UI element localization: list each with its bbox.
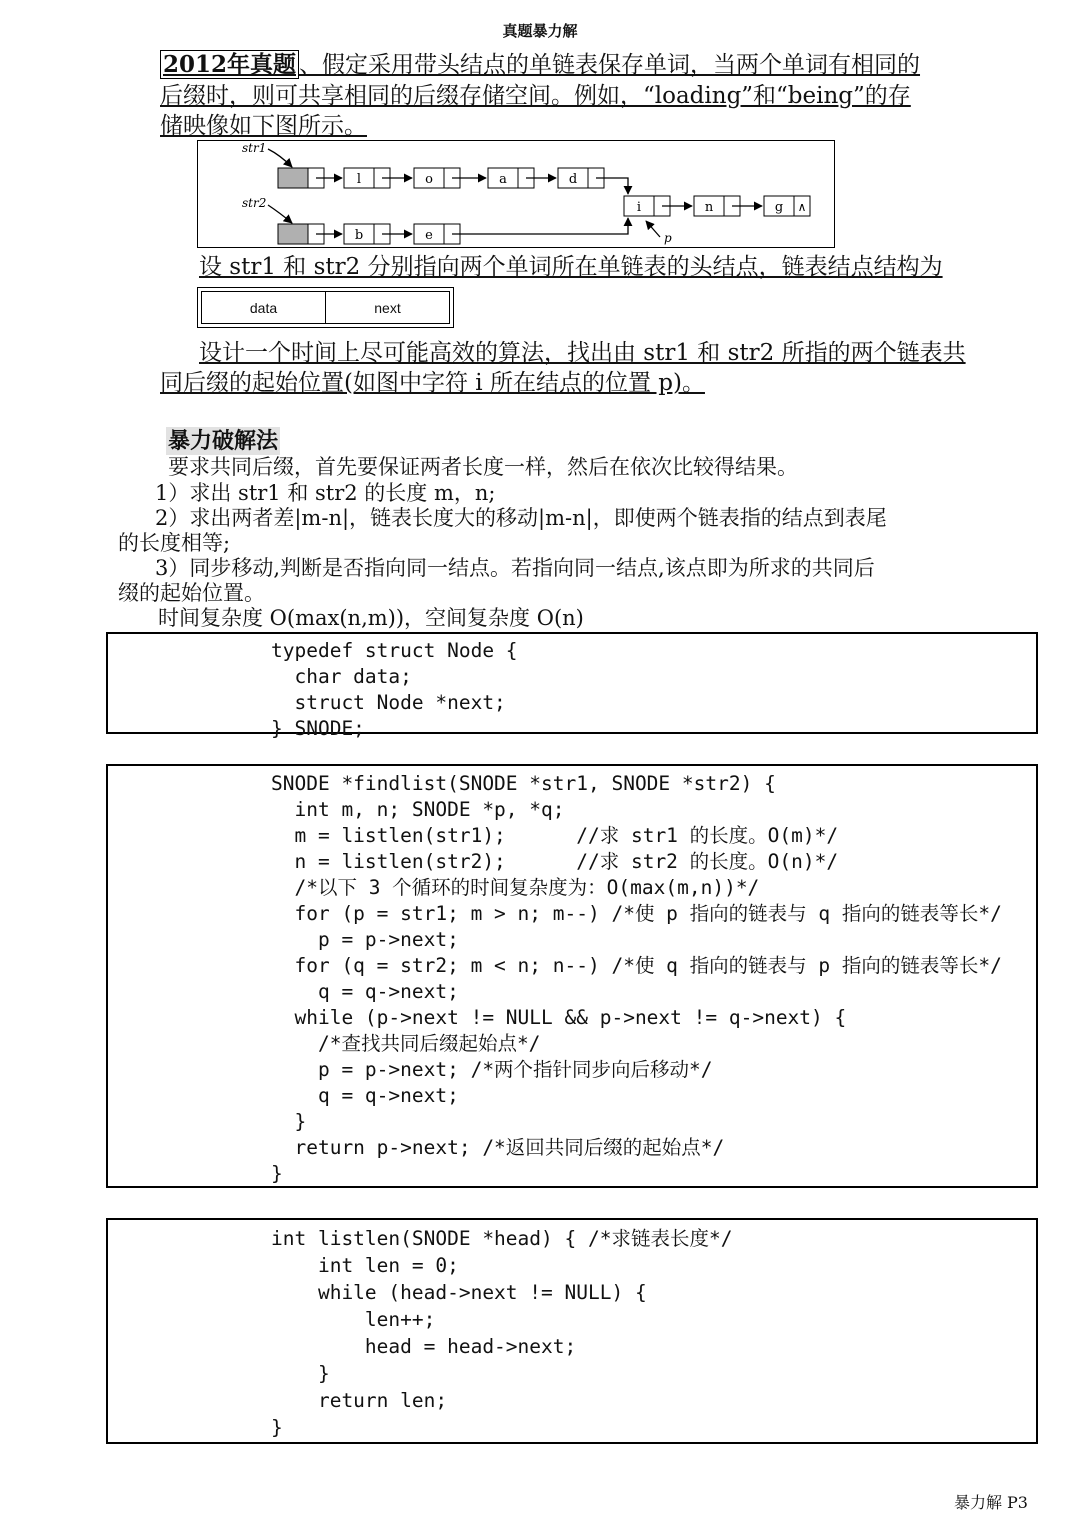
node-char: d [568,172,578,187]
method-line-4: 的长度相等; [118,531,231,555]
link-e-to-i [452,218,628,234]
code-findlist-text: SNODE *findlist(SNODE *str1, SNODE *str2) { int m, n; SNODE *p, *q; m = listlen(str1); //求 str1 的长度。O(m)*/ n = listlen(str2); //求 str2 的长度。O(n)*/ /*以下 3 个循环的时间复杂度为：O(max(m,n))*/ for (p = str1; m > n; m--) /*使 p 指向的链表与 q 指向的链表等长*/ p = p->next; for (q = str2; m < n; n--) /*使 q 指向的链表与 p 指向的链表等长*/ q = q->next; while (p->next != NULL && p->next != q->next) { /*查找共同后缀起始点*/ p = p->next; /*两个指针同步向后移动*/ q = q->next; } return p->next; /*返回共同后缀的起始点*/ } [271,772,1002,1185]
question-year-label: 2012年真题 [160,50,299,79]
section-title-brute-force: 暴力破解法 [168,428,279,454]
node-char: a [499,172,507,187]
question-line-3: 储映像如下图所示。 [160,113,367,139]
method-line-3: 2）求出两者差|m-n|，链表长度大的移动|m-n|，即使两个链表指的结点到表尾 [155,506,887,530]
null-mark: ∧ [797,200,807,214]
task-line-2: 同后缀的起始位置(如图中字符 i 所在结点的位置 p)。 [160,370,705,396]
page-footer: 暴力解 P3 [953,1493,1028,1512]
str1-pointer-arrow [268,149,292,167]
question-line-1 [160,50,920,80]
code-block-findlist [106,764,1038,1188]
method-line-5: 3）同步移动,判断是否指向同一结点。若指向同一结点,该点即为所求的共同后 [155,556,875,580]
node-field-data: data [249,299,278,316]
p-pointer-arrow [646,221,660,237]
node-char: n [704,200,714,215]
node-char: g [774,200,784,215]
method-line-1: 要求共同后缀，首先要保证两者长度一样，然后在依次比较得结果。 [168,455,798,479]
node-char: l [356,172,362,187]
label-str1: str1 [242,141,267,155]
code-struct-text: typedef struct Node { char data; struct Node *next; } SNODE; [271,639,518,740]
method-line-2: 1）求出 str1 和 str2 的长度 m，n; [155,481,496,505]
question-line-2: 后缀时，则可共享相同的后缀存储空间。例如，“loading”和“being”的存 [160,83,911,109]
page-header-title: 真题暴力解 [502,22,578,40]
linked-list-svg [198,141,834,247]
label-p: p [664,231,672,245]
after-diagram-line: 设 str1 和 str2 分别指向两个单词所在单链表的头结点，链表结点结构为 [199,254,943,280]
node-field-next: next [325,292,449,323]
node-char: i [636,200,642,215]
node-structure-box [197,287,454,328]
method-line-6: 缀的起始位置。 [118,581,265,605]
code-listlen-text: int listlen(SNODE *head) { /*求链表长度*/ int len = 0; while (head->next != NULL) { len++; head = head->next; } return len; } [271,1227,733,1439]
shared-node-g [764,196,810,216]
code-block-listlen [106,1218,1038,1444]
str2-pointer-arrow [268,205,292,223]
node-char: b [354,228,364,243]
node-char: o [425,172,433,187]
method-line-7: 时间复杂度 O(max(n,m))，空间复杂度 O(n) [158,606,584,630]
code-block-struct [106,632,1038,740]
node-char: e [425,228,433,243]
question-intro-text-1: 、假定采用带头结点的单链表保存单词，当两个单词有相同的 [299,52,921,78]
linked-list-diagram [197,140,835,248]
label-str2: str2 [242,196,267,210]
task-line-1: 设计一个时间上尽可能高效的算法，找出由 str1 和 str2 所指的两个链表共 [199,340,966,366]
